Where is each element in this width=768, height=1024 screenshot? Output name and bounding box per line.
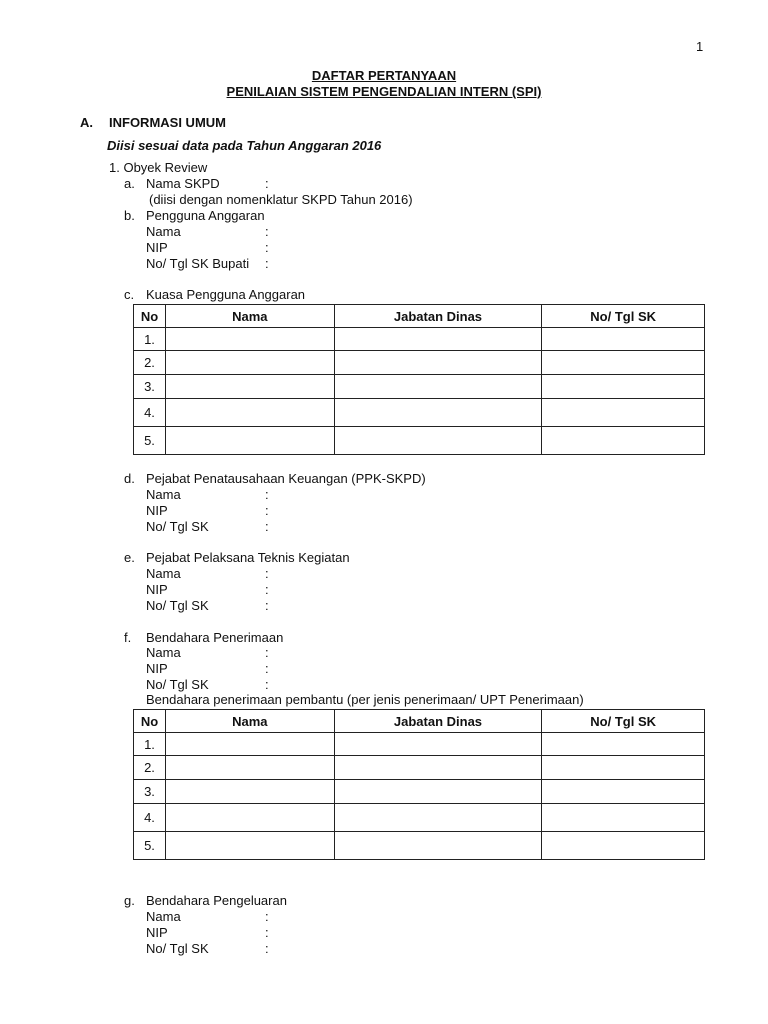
- field-label: Nama: [146, 909, 181, 924]
- column-header: No/ Tgl SK: [542, 305, 705, 328]
- page-number: 1: [696, 39, 704, 54]
- document-subtitle: PENILAIAN SISTEM PENGENDALIAN INTERN (SPI): [226, 84, 542, 99]
- table-row: [134, 328, 705, 351]
- field-label: Nama: [146, 224, 181, 239]
- field-colon: :: [265, 677, 269, 692]
- row-number: 4.: [134, 399, 166, 427]
- column-header: Jabatan Dinas: [334, 305, 542, 328]
- table-cell[interactable]: [165, 832, 334, 860]
- row-number: 1.: [134, 733, 166, 756]
- item-d-letter: d.: [124, 471, 135, 486]
- field-colon: :: [265, 941, 269, 956]
- field-colon: :: [265, 240, 269, 255]
- item-a-colon: :: [265, 176, 269, 191]
- row-number: 4.: [134, 804, 166, 832]
- item-a-note: (diisi dengan nomenklatur SKPD Tahun 2016): [149, 192, 413, 207]
- row-number: 5.: [134, 427, 166, 455]
- row-number: 3.: [134, 780, 166, 804]
- table-cell[interactable]: [165, 733, 334, 756]
- row-number: 2.: [134, 351, 166, 375]
- table-cell[interactable]: [334, 399, 542, 427]
- field-colon: :: [265, 645, 269, 660]
- item-c-letter: c.: [124, 287, 135, 302]
- table-row: [134, 375, 705, 399]
- table-cell[interactable]: [165, 756, 334, 780]
- column-header: Nama: [165, 305, 334, 328]
- table-row: [134, 733, 705, 756]
- table-cell[interactable]: [542, 780, 705, 804]
- table-row: [134, 804, 705, 832]
- section-title: INFORMASI UMUM: [109, 115, 226, 130]
- table-cell[interactable]: [165, 375, 334, 399]
- field-label: Nama: [146, 566, 181, 581]
- table-cell[interactable]: [542, 832, 705, 860]
- row-number: 1.: [134, 328, 166, 351]
- table-cell[interactable]: [542, 804, 705, 832]
- field-colon: :: [265, 925, 269, 940]
- table-row: [134, 351, 705, 375]
- table-cell[interactable]: [334, 780, 542, 804]
- table-row: [134, 832, 705, 860]
- table-cell[interactable]: [542, 351, 705, 375]
- table-cell[interactable]: [334, 804, 542, 832]
- bendahara-pembantu-table: [133, 709, 705, 860]
- table-cell[interactable]: [334, 832, 542, 860]
- table-cell[interactable]: [165, 804, 334, 832]
- section-letter: A.: [80, 115, 93, 130]
- item-a-letter: a.: [124, 176, 135, 191]
- table-cell[interactable]: [165, 399, 334, 427]
- table-cell[interactable]: [165, 427, 334, 455]
- field-label: NIP: [146, 661, 168, 676]
- field-colon: :: [265, 519, 269, 534]
- item-g-label: Bendahara Pengeluaran: [146, 893, 287, 908]
- field-colon: :: [265, 224, 269, 239]
- item-e-letter: e.: [124, 550, 135, 565]
- item-d-label: Pejabat Penatausahaan Keuangan (PPK-SKPD): [146, 471, 426, 486]
- table-row: [134, 399, 705, 427]
- item-f-label: Bendahara Penerimaan: [146, 630, 284, 645]
- item-c-label: Kuasa Pengguna Anggaran: [146, 287, 306, 302]
- document-title: DAFTAR PERTANYAAN: [311, 68, 457, 83]
- table-cell[interactable]: [542, 427, 705, 455]
- field-colon: :: [265, 487, 269, 502]
- field-colon: :: [265, 661, 269, 676]
- table-cell[interactable]: [542, 375, 705, 399]
- field-label: NIP: [146, 582, 168, 597]
- item-obyek-review: 1. Obyek Review: [109, 160, 208, 175]
- table-header-row: [134, 710, 705, 733]
- table-cell[interactable]: [542, 399, 705, 427]
- field-colon: :: [265, 582, 269, 597]
- table-row: [134, 756, 705, 780]
- table-cell[interactable]: [334, 756, 542, 780]
- field-colon: :: [265, 598, 269, 613]
- field-label: Nama: [146, 645, 181, 660]
- table-cell[interactable]: [542, 756, 705, 780]
- field-colon: :: [265, 566, 269, 581]
- fiscal-year-note: Diisi sesuai data pada Tahun Anggaran 2016: [107, 138, 382, 153]
- table-cell[interactable]: [542, 328, 705, 351]
- row-number: 3.: [134, 375, 166, 399]
- field-label: No/ Tgl SK Bupati: [146, 256, 250, 271]
- item-b-letter: b.: [124, 208, 135, 223]
- field-colon: :: [265, 909, 269, 924]
- table-cell[interactable]: [334, 375, 542, 399]
- field-label: NIP: [146, 925, 168, 940]
- field-label: No/ Tgl SK: [146, 519, 209, 534]
- item-b-label: Pengguna Anggaran: [146, 208, 265, 223]
- column-header: Jabatan Dinas: [334, 710, 542, 733]
- field-label: NIP: [146, 240, 168, 255]
- table-cell[interactable]: [334, 427, 542, 455]
- table-header-row: [134, 305, 705, 328]
- column-header: Nama: [165, 710, 334, 733]
- field-colon: :: [265, 503, 269, 518]
- field-label: No/ Tgl SK: [146, 941, 209, 956]
- column-header: No: [134, 710, 166, 733]
- item-e-label: Pejabat Pelaksana Teknis Kegiatan: [146, 550, 350, 565]
- column-header: No/ Tgl SK: [542, 710, 705, 733]
- table-cell[interactable]: [165, 780, 334, 804]
- field-colon: :: [265, 256, 269, 271]
- row-number: 5.: [134, 832, 166, 860]
- row-number: 2.: [134, 756, 166, 780]
- table-row: [134, 427, 705, 455]
- table-row: [134, 780, 705, 804]
- item-a-label: Nama SKPD: [146, 176, 220, 191]
- table-cell[interactable]: [165, 328, 334, 351]
- item-f-subnote: Bendahara penerimaan pembantu (per jenis penerimaan/ UPT Penerimaan): [146, 692, 584, 707]
- table-cell[interactable]: [334, 351, 542, 375]
- field-label: Nama: [146, 487, 181, 502]
- field-label: NIP: [146, 503, 168, 518]
- table-cell[interactable]: [542, 733, 705, 756]
- column-header: No: [134, 305, 166, 328]
- field-label: No/ Tgl SK: [146, 598, 209, 613]
- table-cell[interactable]: [334, 328, 542, 351]
- item-g-letter: g.: [124, 893, 135, 908]
- table-cell[interactable]: [334, 733, 542, 756]
- field-label: No/ Tgl SK: [146, 677, 209, 692]
- table-cell[interactable]: [165, 351, 334, 375]
- item-f-letter: f.: [124, 630, 132, 645]
- kpa-table: [133, 304, 705, 455]
